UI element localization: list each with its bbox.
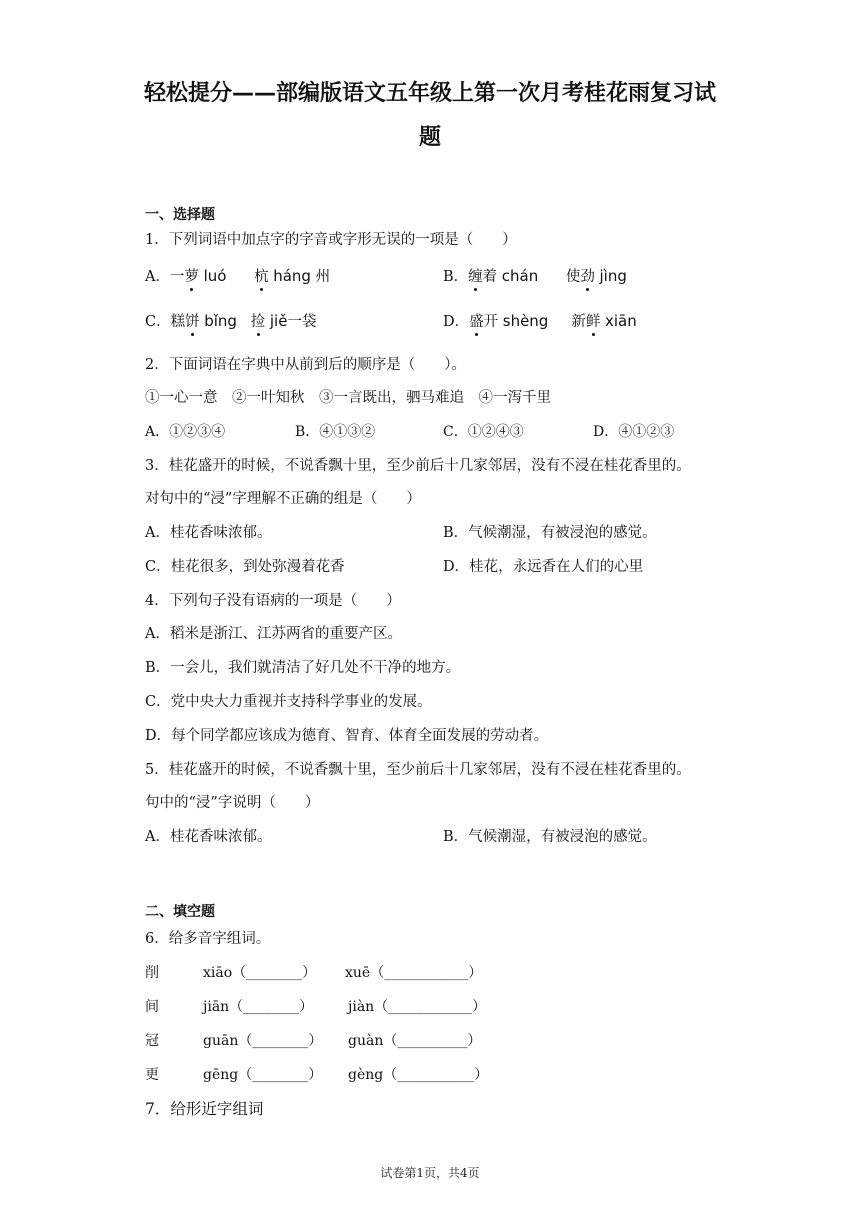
text: 一袋 <box>287 314 317 330</box>
blank-1[interactable]: gēng（________） <box>203 1067 323 1083</box>
pinyin: shèng <box>502 312 549 330</box>
dotted-char: 捡 <box>250 314 266 330</box>
question-6-stem: 6．给多音字组词。 <box>145 931 271 947</box>
dotted-char: 杭 <box>254 269 269 285</box>
polyphone-char: 削 <box>145 965 159 981</box>
pinyin: xiān <box>605 312 637 330</box>
text: 新 <box>571 314 586 330</box>
dotted-char: 鲜 <box>585 314 601 330</box>
blank-1[interactable]: guān（________） <box>203 1033 323 1049</box>
dotted-char: 劲 <box>580 269 595 285</box>
question-1-option-b <box>443 266 627 287</box>
question-3-option-a: A．桂花香味浓郁。 <box>145 525 272 541</box>
question-2-stem: 2．下面词语在字典中从前到后的顺序是（ ）。 <box>145 357 466 373</box>
question-1-option-c <box>145 311 316 332</box>
text: 着 <box>482 269 498 285</box>
pinyin: háng <box>273 267 311 285</box>
question-3-option-b: B．气候潮湿，有被浸泡的感觉。 <box>443 525 657 541</box>
question-4-option-d: D．每个同学都应该成为德育、智育、体育全面发展的劳动者。 <box>145 728 549 744</box>
dotted-char: 饼 <box>185 314 200 330</box>
exam-title-line2: 题 <box>418 125 441 150</box>
section-heading-fill: 二、填空题 <box>145 904 215 920</box>
question-2-items: ①一心一意 ②一叶知秋 ③一言既出，驷马难追 ④一泻千里 <box>145 390 551 406</box>
question-3-option-c: C．桂花很多，到处弥漫着花香 <box>145 559 345 575</box>
pinyin: chán <box>501 267 539 285</box>
option-label: B． <box>443 269 469 285</box>
blank-2[interactable]: xuē（____________） <box>345 965 483 981</box>
polyphone-char: 冠 <box>145 1033 159 1049</box>
pinyin: jiě <box>269 312 288 330</box>
blank-1[interactable]: xiāo（________） <box>203 965 317 981</box>
question-4-option-b: B．一会儿，我们就清洁了好几处不干净的地方。 <box>145 660 461 676</box>
blank-2[interactable]: guàn（__________） <box>348 1033 482 1049</box>
polyphone-char: 更 <box>145 1067 159 1083</box>
option-label: C．糕 <box>145 314 186 330</box>
page-footer: 试卷第1页，共4页 <box>380 1166 480 1180</box>
question-4-stem: 4．下列句子没有语病的一项是（ ） <box>145 593 401 609</box>
text: 开 <box>483 314 499 330</box>
section-heading-choice: 一、选择题 <box>145 207 215 223</box>
pinyin: bǐng <box>204 312 237 330</box>
question-3-stem-cont: 对句中的“浸”字理解不正确的组是（ ） <box>145 491 421 507</box>
question-3-stem: 3．桂花盛开的时候，不说香飘十里，至少前后十几家邻居，没有不浸在桂花香里的。 <box>145 458 691 474</box>
question-3-option-d: D．桂花，永远香在人们的心里 <box>443 559 644 575</box>
option-label: A．一 <box>145 269 185 285</box>
dotted-char: 萝 <box>184 269 199 285</box>
blank-2[interactable]: gèng（___________） <box>348 1067 489 1083</box>
question-7-stem: 7．给形近字组词 <box>145 1100 264 1118</box>
question-5-stem-cont: 句中的“浸”字说明（ ） <box>145 795 320 811</box>
question-2-option-a: A．①②③④ <box>145 424 226 440</box>
question-5-stem: 5．桂花盛开的时候，不说香飘十里，至少前后十几家邻居，没有不浸在桂花香里的。 <box>145 762 691 778</box>
pinyin: luó <box>203 267 227 285</box>
exam-title-line1: 轻松提分——部编版语文五年级上第一次月考桂花雨复习试 <box>143 81 716 106</box>
blank-2[interactable]: jiàn（____________） <box>348 999 487 1015</box>
question-4-option-c: C．党中央大力重视并支持科学事业的发展。 <box>145 694 432 710</box>
question-2-option-b: B．④①③② <box>295 424 376 440</box>
question-2-option-d: D．④①②③ <box>593 424 675 440</box>
option-label: D． <box>443 314 470 330</box>
question-1-option-a <box>145 266 330 287</box>
text: 州 <box>315 269 331 285</box>
blank-1[interactable]: jiān（________） <box>203 999 314 1015</box>
pinyin: jìng <box>599 267 627 285</box>
text: 使 <box>565 269 581 285</box>
question-5-option-a: A．桂花香味浓郁。 <box>145 829 272 845</box>
dotted-char: 缠 <box>468 269 483 285</box>
question-1-stem: 1．下列词语中加点字的字音或字形无误的一项是（ ） <box>145 232 517 248</box>
dotted-char: 盛 <box>469 314 484 330</box>
polyphone-char: 间 <box>145 999 159 1015</box>
question-1-option-d <box>443 311 637 332</box>
question-2-option-c: C．①②④③ <box>443 424 524 440</box>
question-4-option-a: A．稻米是浙江、江苏两省的重要产区。 <box>145 626 402 642</box>
question-5-option-b: B．气候潮湿，有被浸泡的感觉。 <box>443 829 657 845</box>
